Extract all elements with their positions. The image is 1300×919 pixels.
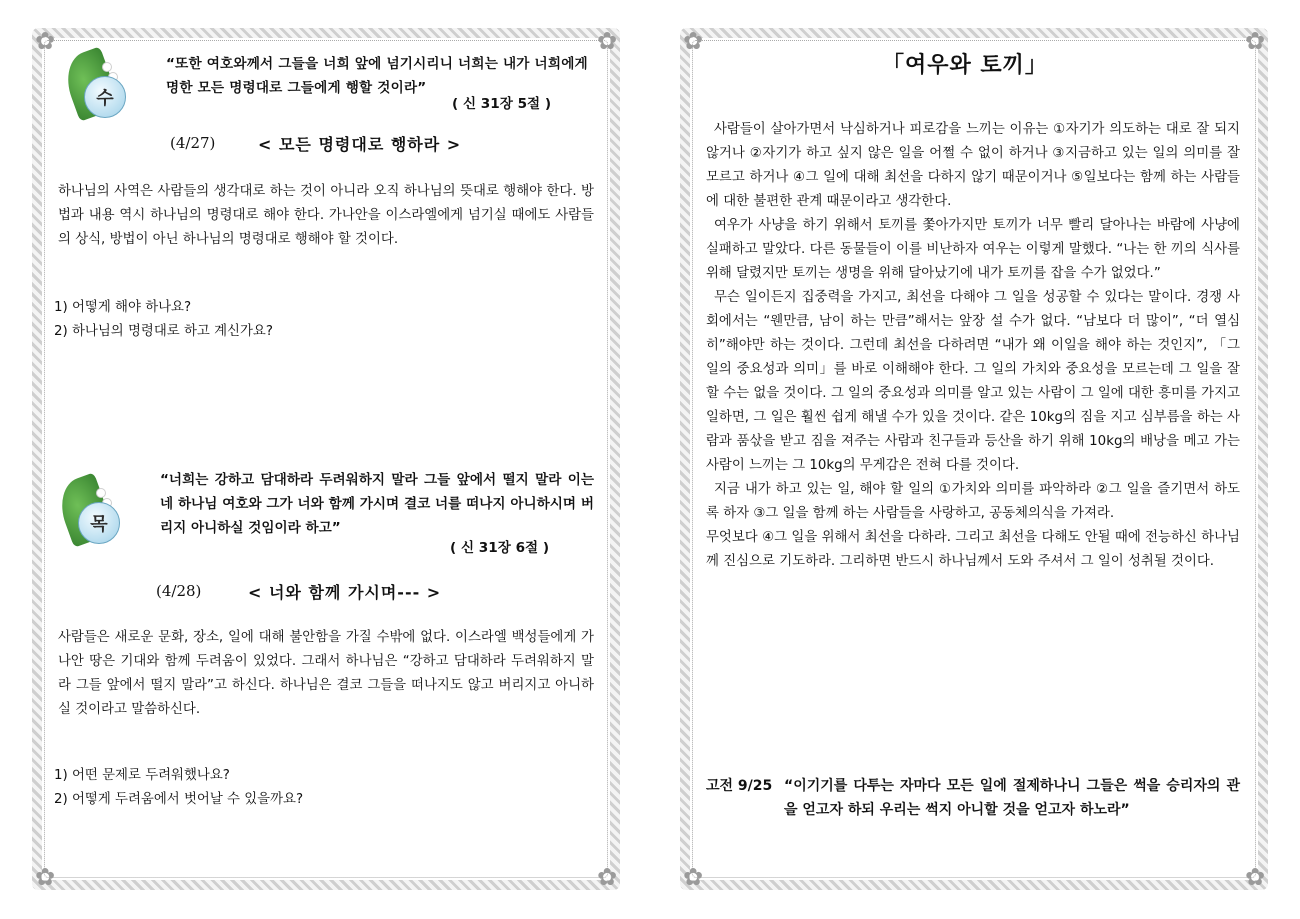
flower-icon: ✿ — [1244, 27, 1266, 55]
question-list — [54, 764, 590, 812]
left-page — [32, 28, 620, 890]
body-text: 하나님의 사역은 사람들의 생각대로 하는 것이 아니라 오직 하나님의 뜻대로 행해야 한다. 방법과 내용 역시 하나님의 명령대로 해야 한다. 가나안을 이스라엘에게 넘기실 때에도 사람들의 상식, 방법이 아닌 하나님의 명령대로 행해야 할 것이다. — [58, 184, 594, 247]
verse-text: “너희는 강하고 담대하라 두려워하지 말라 그들 앞에서 떨지 말라 이는 네 하나님 여호와 그가 너와 함께 가시며 결코 너를 떠나지 아니하시며 버리지 아니하실 것임이라 하고” — [160, 472, 594, 536]
flower-icon: ✿ — [682, 27, 704, 55]
flower-icon: ✿ — [34, 863, 56, 891]
story-paragraph: 무엇보다 ④그 일을 위해서 최선을 다하라. 그리고 최선을 다해도 안될 때에 전능하신 하나님께 진심으로 기도하라. 그리하면 반드시 하나님께서 도와 주셔서 그 일이 성취될 것이다. — [706, 530, 1240, 569]
verse-reference: ( 신 31장 5절 ) — [452, 96, 552, 112]
question-item: 1) 어떻게 해야 하나요? — [54, 300, 192, 315]
story-text — [706, 118, 1240, 574]
flower-icon: ✿ — [596, 27, 618, 55]
date-label: (4/27) — [170, 134, 216, 152]
day-label: 수 — [84, 76, 126, 118]
body-text: 사람들은 새로운 문화, 장소, 일에 대해 불안함을 가질 수밖에 없다. 이스라엘 백성들에게 가나안 땅은 기대와 함께 두려움이 있었다. 그래서 하나님은 “강하고 담대하라 두려워하지 말라 그들 앞에서 떨지 말라”고 하신다. 하나님은 결코 그들을 떠나지도 않고 버리지고 아니하실 것이라고 말씀하신다. — [58, 630, 594, 717]
page-title: 「여우와 토끼」 — [882, 53, 1048, 78]
verse-text: “이기기를 다투는 자마다 모든 일에 절제하나니 그들은 썩을 승리자의 관을 얻고자 하되 우리는 썩지 아니할 것을 얻고자 하노라” — [784, 778, 1240, 818]
question-item: 2) 어떻게 두려움에서 벗어날 수 있을까요? — [54, 792, 304, 807]
day-badge-thu — [62, 478, 120, 552]
story-paragraph: 지금 내가 하고 있는 일, 해야 할 일의 ①가치와 의미를 파악하라 ②그 일을 즐기면서 하도록 하자 ③그 일을 함께 하는 사람들을 사랑하고, 공동체의식을 가져라. — [706, 482, 1240, 521]
question-list — [54, 296, 590, 344]
date-label: (4/28) — [156, 582, 202, 600]
story-paragraph: 사람들이 살아가면서 낙심하거나 피로감을 느끼는 이유는 ①자기가 의도하는 대로 잘 되지 않거나 ②자기가 하고 싶지 않은 일을 어쩔 수 없이 하거나 ③지금하고 있는 일의 의미를 잘 모르고 하거나 ④그 일에 대해 최선을 다하지 않기 때문이거나 ⑤일보다는 함께 하는 사람들에 대한 불편한 관계 때문이라고 생각한다. — [706, 122, 1240, 209]
story-paragraph: 무슨 일이든지 집중력을 가지고, 최선을 다해야 그 일을 성공할 수 있다는 말이다. 경쟁 사회에서는 “웬만큼, 남이 하는 만큼”해서는 앞장 설 수가 없다. “남보다 더 많이”, “더 열심히”해야만 하는 것이다. 그런데 최선을 다하려면 “내가 왜 이일을 해야 하는 것인지”, 「그 일의 중요성과 의미」를 바로 이해해야 한다. 그 일의 가치와 중요성을 모르는데 그 일을 잘할 수는 없을 것이다. 그 일의 중요성과 의미를 알고 있는 사람이 그 일에 대한 흥미를 가지고 일하면, 그 일은 훨씬 쉽게 해낼 수가 있을 것이다. 같은 10kg의 짐을 지고 심부름을 하는 사람과 품삯을 받고 짐을 져주는 사람과 친구들과 등산을 하기 위해 10kg의 배낭을 메고 가는 사람이 느끼는 그 10kg의 무게감은 전혀 다를 것이다. — [706, 290, 1240, 473]
verse-text: “또한 여호와께서 그들을 너희 앞에 넘기시리니 너희는 내가 너희에게 명한 모든 명령대로 그들에게 행할 것이라” — [166, 56, 588, 96]
section-title: < 모든 명령대로 행하라 > — [258, 135, 462, 154]
question-item: 1) 어떤 문제로 두려워했나요? — [54, 768, 230, 783]
flower-icon: ✿ — [34, 27, 56, 55]
right-page — [680, 28, 1268, 890]
question-item: 2) 하나님의 명령대로 하고 계신가요? — [54, 324, 273, 339]
section-title: < 너와 함께 가시며--- > — [248, 583, 442, 602]
story-paragraph: 여우가 사냥을 하기 위해서 토끼를 쫓아가지만 토끼가 너무 빨리 달아나는 바람에 사냥에 실패하고 말았다. 다른 동물들이 이를 비난하자 여우는 이렇게 말했다. “나는 한 끼의 식사를 위해 달렸지만 토끼는 생명을 위해 달아났기에 내가 토끼를 잡을 수가 없었다.” — [706, 218, 1240, 281]
verse-reference: ( 신 31장 6절 ) — [450, 540, 550, 556]
day-badge-wed — [68, 52, 126, 126]
day-label: 목 — [78, 502, 120, 544]
flower-icon: ✿ — [682, 863, 704, 891]
verse-reference: 고전 9/25 — [706, 778, 773, 794]
flower-icon: ✿ — [596, 863, 618, 891]
flower-icon: ✿ — [1244, 863, 1266, 891]
